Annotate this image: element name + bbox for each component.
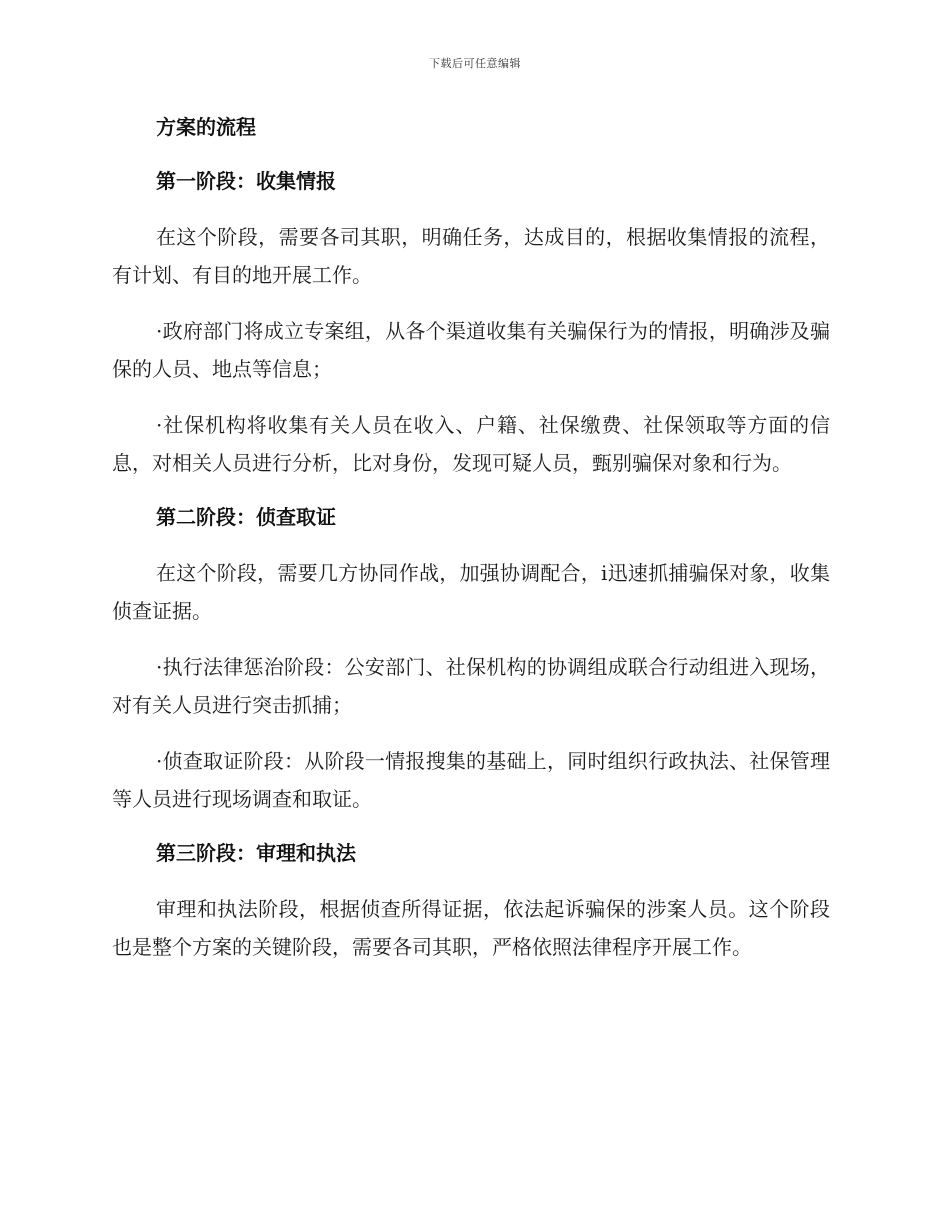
stage1-bullet-2: ·社保机构将收集有关人员在收入、户籍、社保缴费、社保领取等方面的信息，对相关人员进行分析，比对身份，发现可疑人员，甄别骗保对象和行为。	[112, 413, 830, 475]
stage2-heading: 第二阶段：侦查取证	[156, 505, 336, 529]
stage1-intro: 在这个阶段，需要各司其职，明确任务，达成目的，根据收集情报的流程，有计划、有目的地开展工作。	[112, 225, 830, 287]
stage2-bullet-2: ·侦查取证阶段：从阶段一情报搜集的基础上，同时组织行政执法、社保管理等人员进行现场调查和取证。	[112, 749, 830, 811]
stage1-heading: 第一阶段：收集情报	[156, 169, 336, 193]
stage2-intro: 在这个阶段，需要几方协同作战，加强协调配合，i迅速抓捕骗保对象，收集侦查证据。	[112, 561, 830, 623]
stage2-bullet-1: ·执行法律惩治阶段：公安部门、社保机构的协调组成联合行动组进入现场，对有关人员进行突击抓捕；	[112, 655, 830, 717]
stage3-heading: 第三阶段：审理和执法	[156, 841, 356, 865]
document-body	[112, 110, 830, 966]
stage1-bullet-1: ·政府部门将成立专案组，从各个渠道收集有关骗保行为的情报，明确涉及骗保的人员、地点等信息；	[112, 319, 830, 381]
page-header: 下载后可任意编辑	[429, 57, 521, 70]
stage3-intro: 审理和执法阶段，根据侦查所得证据，依法起诉骗保的涉案人员。这个阶段也是整个方案的关键阶段，需要各司其职，严格依照法律程序开展工作。	[112, 897, 830, 959]
document-title: 方案的流程	[156, 115, 256, 139]
